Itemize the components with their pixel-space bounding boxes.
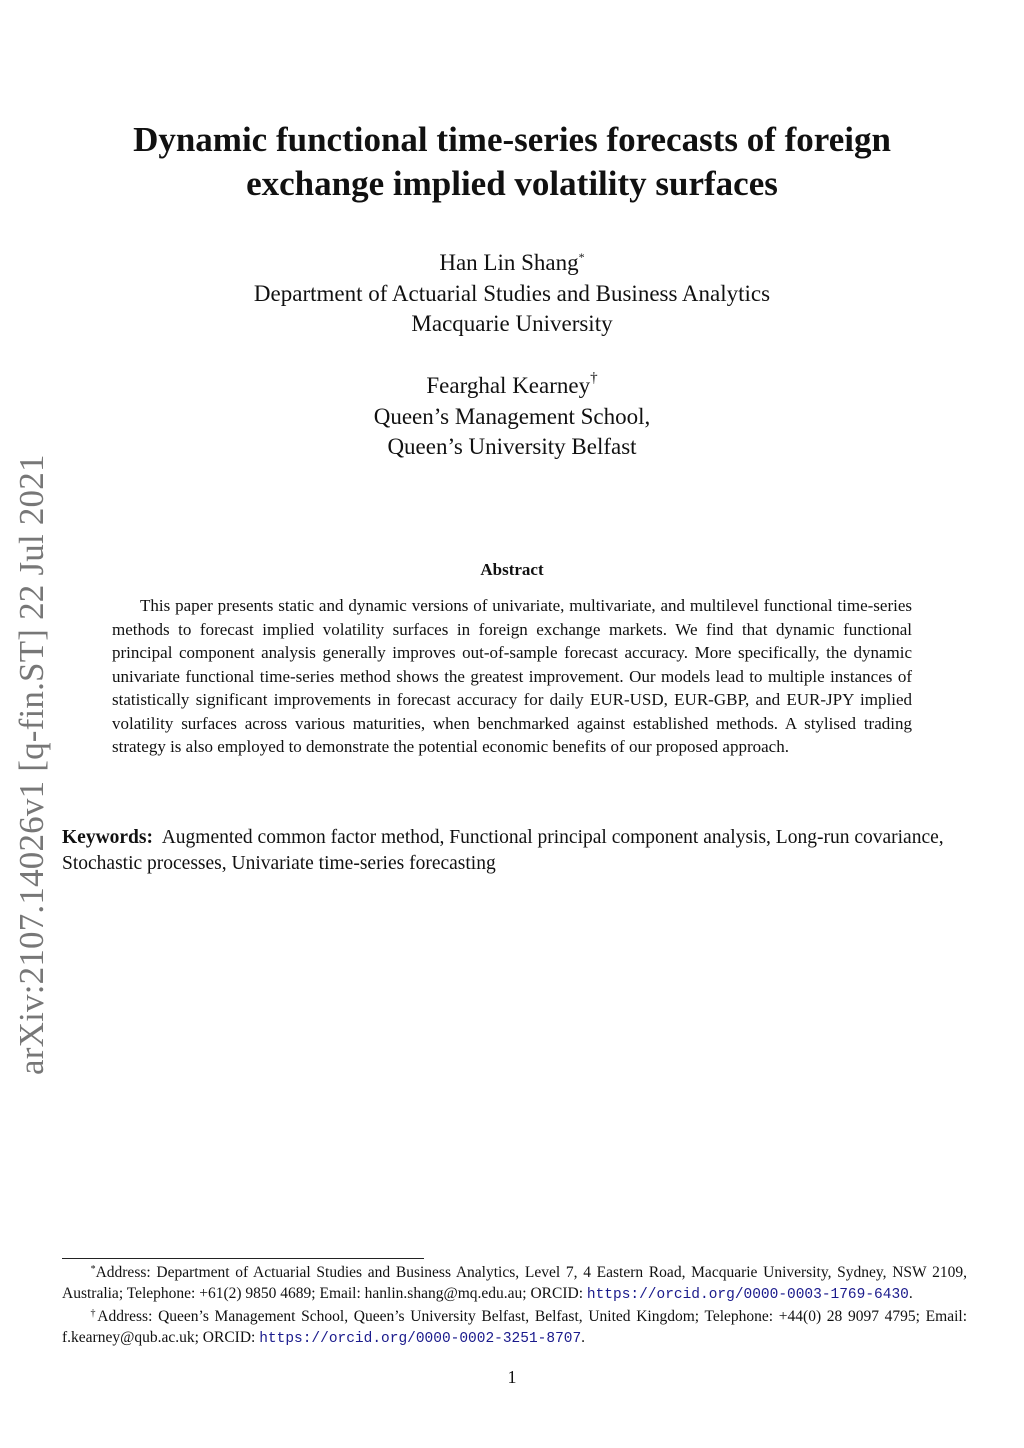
arxiv-identifier: arXiv:2107.14026v1 [q-fin.ST] 22 Jul 2021	[12, 454, 51, 1075]
footnote-1: *Address: Department of Actuarial Studies and Business Analytics, Level 7, 4 Eastern Road, Macquarie University, Sydney, NSW 2109, Australia; Telephone: +61(2) 9850 4689; Email: hanlin.shang@mq.edu.au; ORCID: https://orcid.org/0000-0003-1769-6430.	[62, 1264, 967, 1303]
keywords-label: Keywords:	[62, 827, 153, 848]
author-block-2	[62, 371, 962, 463]
abstract-text: This paper presents static and dynamic versions of univariate, multivariate, and multilevel functional time-series methods to forecast implied volatility surfaces in foreign exchange markets. We find that dynamic functional principal component analysis generally improves out-of-sample forecast accuracy. More specifically, the dynamic univariate functional time-series method shows the greatest improvement. Our models lead to multiple instances of statistically significant improvements in forecast accuracy for daily EUR-USD, EUR-GBP, and EUR-JPY implied volatility surfaces across various maturities, when benchmarked against established methods. A stylised trading strategy is also employed to demonstrate the potential economic benefits of our proposed approach.	[112, 596, 912, 756]
author-affiliation-1b: Macquarie University	[411, 311, 613, 336]
page-number: 1	[507, 1367, 517, 1387]
footnote-orcid-link-1[interactable]: https://orcid.org/0000-0003-1769-6430	[586, 1286, 909, 1303]
title-line-2: exchange implied volatility surfaces	[246, 164, 778, 203]
footnote-text-1: Address: Department of Actuarial Studies and Business Analytics, Level 7, 4 Eastern Road, Macquarie University, Sydney, NSW 2109, Australia; Telephone: +61(2) 9850 4689; Email: hanlin.shang@mq.edu.au; ORCID:	[62, 1264, 967, 1302]
author-mark-2: †	[590, 370, 598, 386]
footnote-text-2: Address: Queen’s Management School, Queen’s University Belfast, Belfast, United Kingdom; Telephone: +44(0) 28 9097 4795; Email: f.kearney@qub.ac.uk; ORCID:	[62, 1308, 968, 1346]
abstract-heading: Abstract	[480, 560, 544, 579]
author-affiliation-2b: Queen’s University Belfast	[387, 434, 637, 459]
paper-title	[62, 118, 962, 206]
author-block-1	[62, 248, 962, 340]
author-affiliation-2a: Queen’s Management School,	[373, 403, 651, 429]
keywords-text: Augmented common factor method, Functional principal component analysis, Long-run covariance, Stochastic processes, Univariate time-series forecasting	[62, 827, 944, 874]
footnote-mark-2: †	[90, 1308, 98, 1319]
keywords	[62, 825, 964, 877]
footnote-rule	[62, 1258, 424, 1259]
author-name-2: Fearghal Kearney	[426, 373, 591, 398]
footnote-2: †Address: Queen’s Management School, Queen’s University Belfast, Belfast, United Kingdom; Telephone: +44(0) 28 9097 4795; Email: f.kearney@qub.ac.uk; ORCID: https://orcid.org/0000-0002-3251-8707.	[62, 1308, 968, 1347]
title-line-1: Dynamic functional time-series forecasts of foreign	[133, 120, 891, 159]
author-affiliation-1a: Department of Actuarial Studies and Business Analytics	[253, 280, 771, 306]
author-mark-1: *	[578, 250, 585, 264]
author-name-1: Han Lin Shang	[439, 250, 579, 275]
footnotes	[62, 1263, 967, 1349]
footnote-mark-1: *	[90, 1264, 96, 1275]
footnote-orcid-link-2[interactable]: https://orcid.org/0000-0002-3251-8707	[259, 1330, 582, 1347]
